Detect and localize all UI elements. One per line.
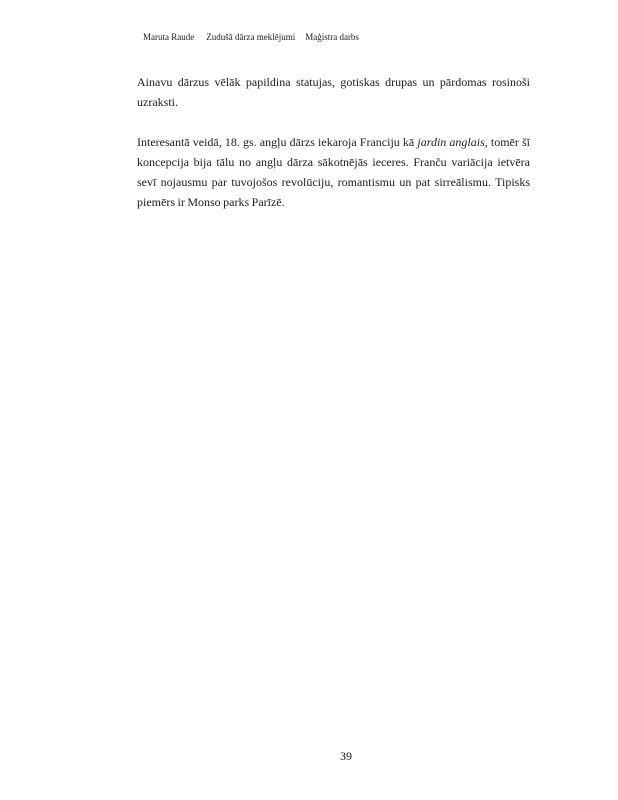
document-body [137, 72, 530, 212]
text-line: Ainavu dārzus vēlāk papildina statujas, gotiskas drupas un pārdomas rosinoši [137, 75, 530, 89]
paragraph-spacer [137, 112, 530, 132]
page-header [143, 31, 359, 43]
text-line [137, 132, 530, 152]
text-line: piemērs ir Monso parks Parīzē. [137, 195, 285, 209]
text-segment: , tomēr šī [484, 135, 530, 149]
paragraph-2 [137, 132, 530, 212]
page-number: 39 [340, 749, 352, 763]
text-line: sevī nojausmu par tuvojošos revolūciju, romantismu un pat sirreālismu. Tipisks [137, 175, 530, 189]
paragraph-1 [137, 72, 530, 112]
text-line: uzraksti. [137, 95, 178, 109]
header-document-type: Maģistra darbs [305, 32, 359, 42]
italic-term: jardin anglais [417, 135, 485, 149]
text-line: koncepcija bija tālu no angļu dārza sākotnējās ieceres. Franču variācija ietvēra [137, 155, 530, 169]
text-segment: Interesantā veidā, 18. gs. angļu dārzs iekaroja Franciju kā [137, 135, 418, 149]
header-author: Maruta Raude [143, 32, 195, 42]
header-document-title: Zudušā dārza meklējumi [206, 32, 296, 42]
